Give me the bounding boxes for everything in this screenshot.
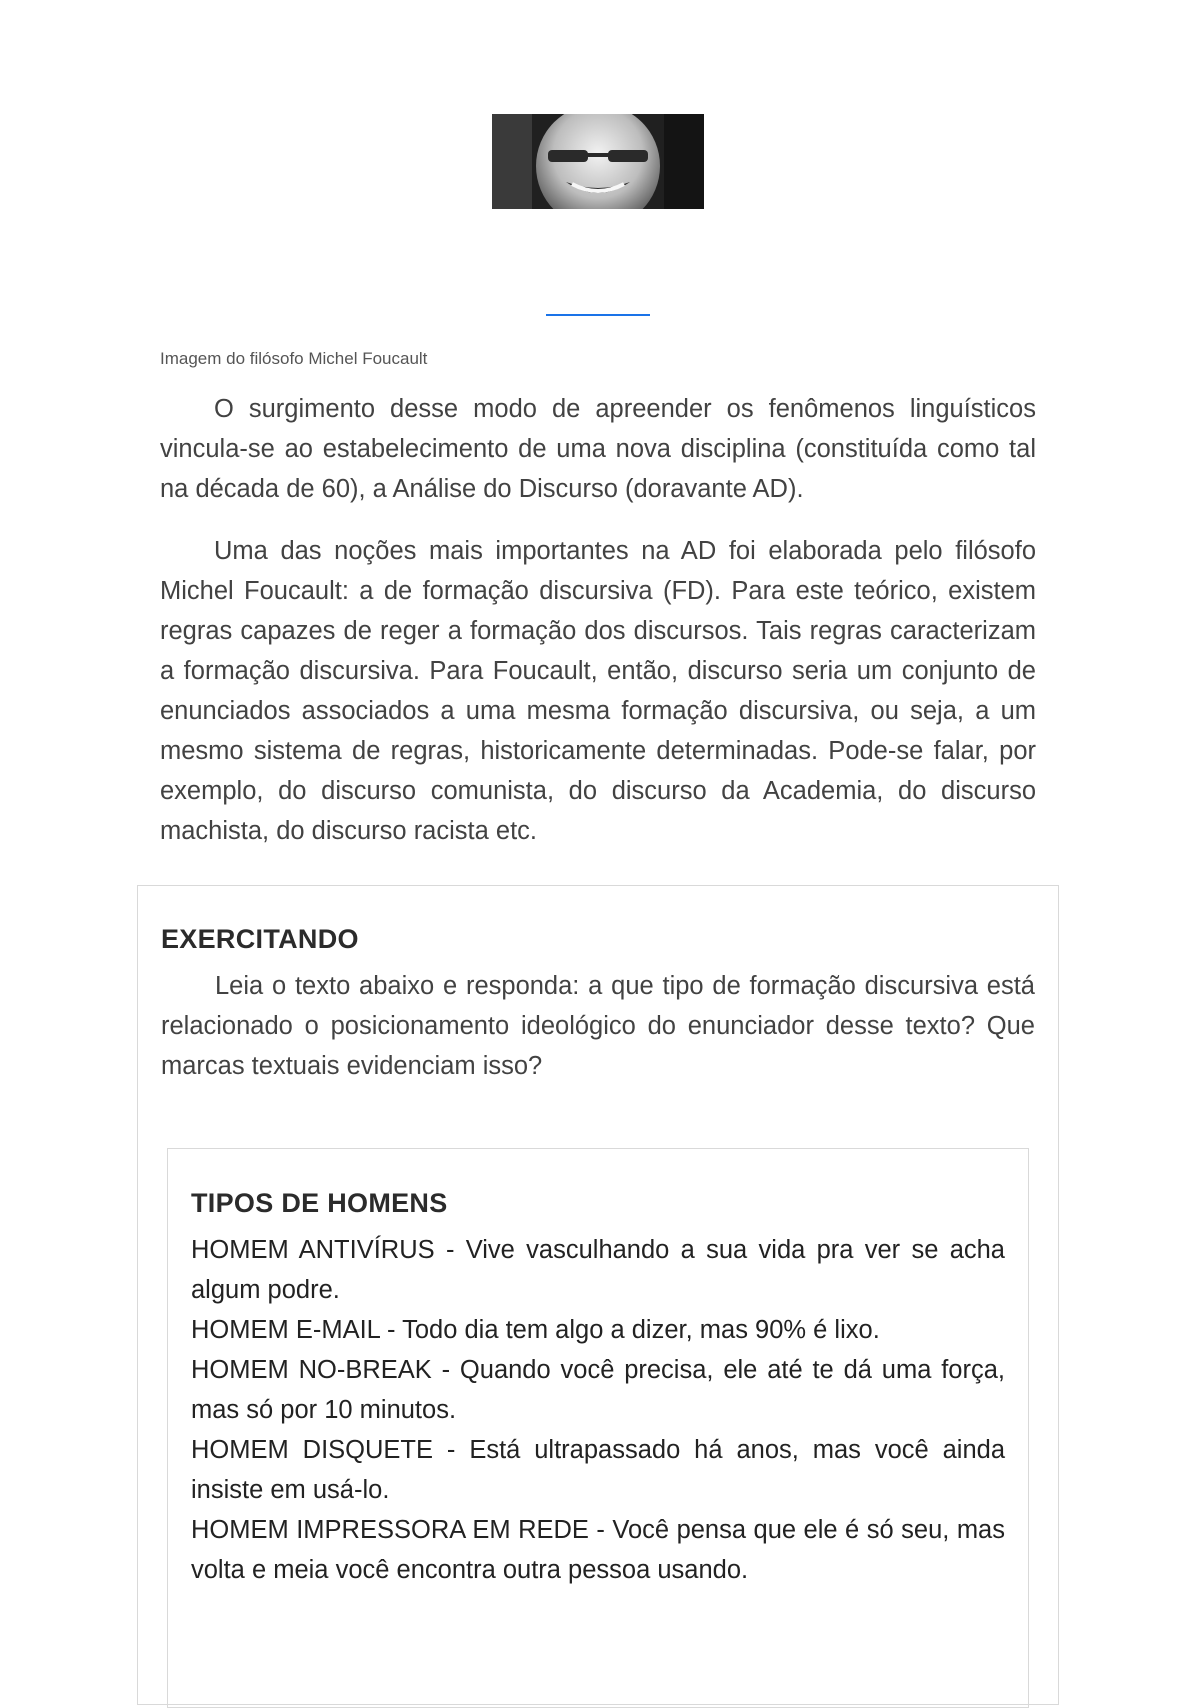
list-item: HOMEM E-MAIL - Todo dia tem algo a dizer, mas 90% é lixo. <box>191 1316 880 1344</box>
exercise-title: EXERCITANDO <box>161 924 359 954</box>
list-item: HOMEM NO-BREAK - Quando você precisa, ele até te dá uma força, mas só por 10 minutos. <box>191 1356 1005 1424</box>
text-box-list <box>191 1230 1005 1590</box>
body-paragraph-1: O surgimento desse modo de apreender os fenômenos linguísticos vincula-se ao estabelecimento de uma nova disciplina (constituída como tal na década de 60), a Análise do Discurso (doravante AD). <box>160 395 1036 503</box>
portrait-photo <box>492 114 704 209</box>
figure-caption: Imagem do filósofo Michel Foucault <box>160 349 428 368</box>
exercise-prompt: Leia o texto abaixo e responda: a que tipo de formação discursiva está relacionado o posicionamento ideológico do enunciador desse texto? Que marcas textuais evidenciam isso? <box>161 972 1035 1080</box>
portrait-photo-graphic <box>492 114 704 209</box>
text-box-title: TIPOS DE HOMENS <box>191 1188 448 1218</box>
list-item: HOMEM IMPRESSORA EM REDE - Você pensa que ele é só seu, mas volta e meia você encontra outra pessoa usando. <box>191 1516 1005 1584</box>
body-paragraph-2: Uma das noções mais importantes na AD foi elaborada pelo filósofo Michel Foucault: a de formação discursiva (FD). Para este teórico, existem regras capazes de reger a formação dos discursos. Tais regras caracterizam a formação discursiva. Para Foucault, então, discurso seria um conjunto de enunciados associados a uma mesma formação discursiva, ou seja, a um mesmo sistema de regras, historicamente determinadas. Pode-se falar, por exemplo, do discurso comunista, do discurso da Academia, do discurso machista, do discurso racista etc. <box>160 537 1036 845</box>
list-item: HOMEM ANTIVÍRUS - Vive vasculhando a sua vida pra ver se acha algum podre. <box>191 1236 1005 1304</box>
list-item: HOMEM DISQUETE - Está ultrapassado há anos, mas você ainda insiste em usá-lo. <box>191 1436 1005 1504</box>
link-underline[interactable] <box>546 314 650 316</box>
